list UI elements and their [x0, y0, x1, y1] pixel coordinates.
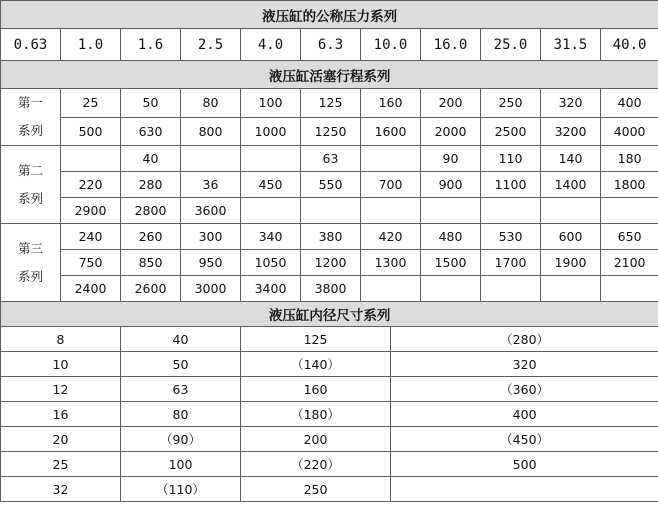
bore-cell: 160: [241, 377, 391, 402]
series-2-cell: 110: [481, 146, 541, 172]
series-2-cell: [241, 146, 301, 172]
bore-cell: 25: [1, 452, 121, 477]
series-3-row: [1, 276, 658, 302]
series-1-row: [1, 89, 658, 118]
series-3-cell: 1900: [541, 250, 601, 276]
pressure-value: 31.5: [541, 29, 601, 61]
series-2-cell: [61, 146, 121, 172]
bore-cell: 10: [1, 352, 121, 377]
series-1-cell: 250: [481, 89, 541, 118]
series-3-cell: 380: [301, 224, 361, 250]
pressure-value: 1.6: [121, 29, 181, 61]
pressure-value: 4.0: [241, 29, 301, 61]
pressure-value: 16.0: [421, 29, 481, 61]
series-3-cell: 260: [121, 224, 181, 250]
series-1-row: [1, 117, 658, 146]
pressure-title-row: [1, 1, 658, 29]
bore-row: [1, 327, 658, 352]
bore-row: [1, 427, 658, 452]
series-3-cell: 750: [61, 250, 121, 276]
series-2-cell: [361, 146, 421, 172]
series-3-cell: 530: [481, 224, 541, 250]
series-2-row: [1, 146, 658, 172]
series-1-cell: 3200: [541, 117, 601, 146]
series-2-row: [1, 198, 658, 224]
stroke-title-row: [1, 61, 658, 89]
bore-row: [1, 352, 658, 377]
bore-cell: （450）: [391, 427, 658, 452]
series-1-cell: 125: [301, 89, 361, 118]
bore-row: [1, 452, 658, 477]
series-2-cell: [541, 198, 601, 224]
pressure-value: 10.0: [361, 29, 421, 61]
series-2-cell: 900: [421, 172, 481, 198]
series-2-cell: 40: [121, 146, 181, 172]
series-2-cell: 550: [301, 172, 361, 198]
series-1-cell: 630: [121, 117, 181, 146]
pressure-title: 液压缸的公称压力系列: [1, 1, 658, 29]
series-1-cell: 400: [601, 89, 658, 118]
series-2-cell: 2800: [121, 198, 181, 224]
series-3-cell: [421, 276, 481, 302]
series-2-cell: 2900: [61, 198, 121, 224]
stroke-title: 液压缸活塞行程系列: [1, 61, 658, 89]
bore-cell: 200: [241, 427, 391, 452]
bore-cell: （110）: [121, 477, 241, 502]
bore-cell: 400: [391, 402, 658, 427]
series-3-label: 第三 系列: [1, 224, 61, 302]
series-3-row: [1, 250, 658, 276]
bore-cell: 320: [391, 352, 658, 377]
series-1-cell: 320: [541, 89, 601, 118]
series-2-cell: [301, 198, 361, 224]
bore-cell: [391, 477, 658, 502]
series-3-cell: [481, 276, 541, 302]
series-3-cell: 2600: [121, 276, 181, 302]
bore-cell: 125: [241, 327, 391, 352]
series-3-cell: 300: [181, 224, 241, 250]
bore-row: [1, 377, 658, 402]
bore-row: [1, 477, 658, 502]
series-2-cell: 36: [181, 172, 241, 198]
series-1-cell: 160: [361, 89, 421, 118]
series-3-cell: 1300: [361, 250, 421, 276]
pressure-row: [1, 29, 658, 61]
series-3-cell: 3400: [241, 276, 301, 302]
bore-cell: （220）: [241, 452, 391, 477]
bore-title: 液压缸内径尺寸系列: [1, 302, 658, 327]
series-1-cell: 800: [181, 117, 241, 146]
series-2-cell: 700: [361, 172, 421, 198]
series-2-cell: [421, 198, 481, 224]
series-3-cell: 3800: [301, 276, 361, 302]
series-3-cell: 1050: [241, 250, 301, 276]
series-2-cell: [361, 198, 421, 224]
bore-cell: 12: [1, 377, 121, 402]
series-3-cell: 2100: [601, 250, 658, 276]
series-1-cell: 1250: [301, 117, 361, 146]
series-1-cell: 100: [241, 89, 301, 118]
bore-cell: 500: [391, 452, 658, 477]
pressure-value: 6.3: [301, 29, 361, 61]
series-3-cell: 850: [121, 250, 181, 276]
bore-title-row: [1, 302, 658, 327]
series-1-cell: 80: [181, 89, 241, 118]
series-1-label: 第一 系列: [1, 89, 61, 146]
series-2-cell: [481, 198, 541, 224]
series-2-cell: 1100: [481, 172, 541, 198]
bore-row: [1, 402, 658, 427]
series-3-cell: 1700: [481, 250, 541, 276]
pressure-value: 0.63: [1, 29, 61, 61]
series-2-cell: [181, 146, 241, 172]
series-1-cell: 1600: [361, 117, 421, 146]
series-3-cell: [601, 276, 658, 302]
bore-cell: 32: [1, 477, 121, 502]
series-1-cell: 2000: [421, 117, 481, 146]
pressure-value: 40.0: [601, 29, 658, 61]
series-2-cell: 220: [61, 172, 121, 198]
series-3-cell: 3000: [181, 276, 241, 302]
bore-cell: （360）: [391, 377, 658, 402]
series-2-cell: 140: [541, 146, 601, 172]
series-3-cell: 480: [421, 224, 481, 250]
pressure-value: 2.5: [181, 29, 241, 61]
series-1-cell: 2500: [481, 117, 541, 146]
series-3-cell: 600: [541, 224, 601, 250]
series-3-cell: 2400: [61, 276, 121, 302]
series-2-cell: 3600: [181, 198, 241, 224]
series-3-row: [1, 224, 658, 250]
series-3-cell: [361, 276, 421, 302]
series-2-cell: 1800: [601, 172, 658, 198]
series-1-cell: 50: [121, 89, 181, 118]
series-2-cell: 280: [121, 172, 181, 198]
bore-cell: 40: [121, 327, 241, 352]
bore-cell: 63: [121, 377, 241, 402]
bore-cell: （90）: [121, 427, 241, 452]
series-2-cell: 90: [421, 146, 481, 172]
series-2-cell: [601, 198, 658, 224]
series-1-cell: 200: [421, 89, 481, 118]
series-1-cell: 4000: [601, 117, 658, 146]
pressure-value: 25.0: [481, 29, 541, 61]
series-3-cell: [541, 276, 601, 302]
bore-cell: 8: [1, 327, 121, 352]
series-3-cell: 240: [61, 224, 121, 250]
bore-cell: 100: [121, 452, 241, 477]
bore-cell: 16: [1, 402, 121, 427]
series-1-cell: 1000: [241, 117, 301, 146]
series-3-cell: 340: [241, 224, 301, 250]
series-3-cell: 1200: [301, 250, 361, 276]
bore-cell: （140）: [241, 352, 391, 377]
bore-cell: 20: [1, 427, 121, 452]
series-3-cell: 1500: [421, 250, 481, 276]
series-3-cell: 650: [601, 224, 658, 250]
pressure-value: 1.0: [61, 29, 121, 61]
series-3-cell: 950: [181, 250, 241, 276]
series-2-label: 第二 系列: [1, 146, 61, 224]
bore-cell: （180）: [241, 402, 391, 427]
series-2-row: [1, 172, 658, 198]
bore-cell: 250: [241, 477, 391, 502]
series-2-cell: [241, 198, 301, 224]
bore-cell: 50: [121, 352, 241, 377]
bore-cell: （280）: [391, 327, 658, 352]
series-2-cell: 1400: [541, 172, 601, 198]
series-1-cell: 500: [61, 117, 121, 146]
series-2-cell: 180: [601, 146, 658, 172]
series-2-cell: 63: [301, 146, 361, 172]
series-1-cell: 25: [61, 89, 121, 118]
series-2-cell: 450: [241, 172, 301, 198]
bore-cell: 80: [121, 402, 241, 427]
series-3-cell: 420: [361, 224, 421, 250]
